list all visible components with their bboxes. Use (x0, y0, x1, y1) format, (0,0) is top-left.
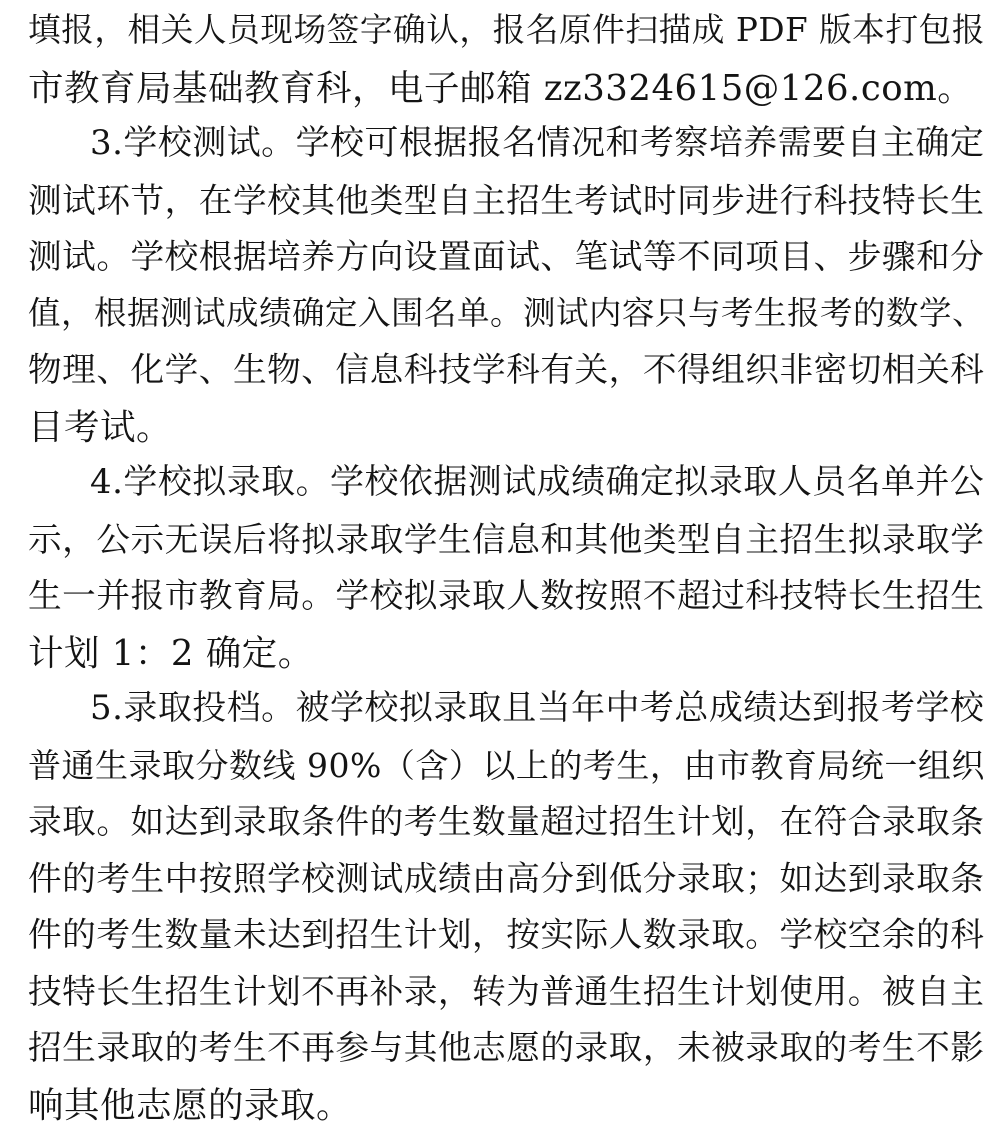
text-line-14: 普通生录取分数线 90%（含）以上的考生，由市教育局统一组织 (28, 746, 985, 785)
text-line-1: 填报，相关人员现场签字确认，报名原件扫描成 PDF 版本打包报 (28, 11, 986, 49)
text-line-4: 测试环节，在学校其他类型自主招生考试时同步进行科技特长生 (28, 181, 985, 220)
text-line-19: 招生录取的考生不再参与其他志愿的录取，未被录取的考生不影 (28, 1028, 985, 1067)
text-line-8: 目考试。 (28, 407, 173, 448)
text-line-6: 值，根据测试成绩确定入围名单。测试内容只与考生报考的数学、 (28, 294, 986, 332)
text-line-18: 技特长生招生计划不再补录，转为普通生招生计划使用。被自主 (28, 972, 985, 1011)
text-line-7: 物理、化学、生物、信息科技学科有关，不得组织非密切相关科 (28, 350, 985, 389)
text-line-11: 生一并报市教育局。学校拟录取人数按照不超过科技特长生招生 (28, 576, 985, 615)
section-5-heading-line: 5.录取投档。被学校拟录取且当年中考总成绩达到报考学校 (90, 688, 985, 728)
section-4-heading-line: 4.学校拟录取。学校依据测试成绩确定拟录取人员名单并公 (90, 462, 985, 502)
text-line-12: 计划 1：2 确定。 (28, 633, 314, 674)
text-line-2: 市教育局基础教育科，电子邮箱 zz3324615@126.com。 (28, 68, 974, 109)
text-line-17: 件的考生数量未达到招生计划，按实际人数录取。学校空余的科 (28, 915, 985, 954)
text-line-16: 件的考生中按照学校测试成绩由高分到低分录取；如达到录取条 (28, 859, 985, 898)
section-3-heading-line: 3.学校测试。学校可根据报名情况和考察培养需要自主确定 (90, 123, 985, 163)
text-line-5: 测试。学校根据培养方向设置面试、笔试等不同项目、步骤和分 (28, 237, 985, 276)
text-line-15: 录取。如达到录取条件的考生数量超过招生计划，在符合录取条 (28, 802, 985, 841)
text-line-10: 示，公示无误后将拟录取学生信息和其他类型自主招生拟录取学 (28, 520, 985, 559)
text-line-20: 响其他志愿的录取。 (28, 1085, 353, 1126)
